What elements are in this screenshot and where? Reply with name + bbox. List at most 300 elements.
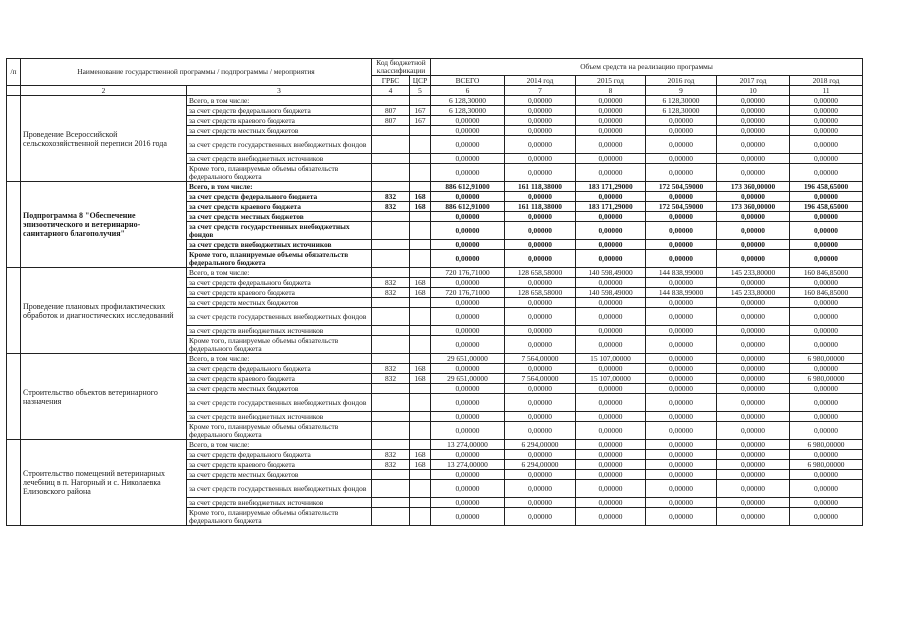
value-cell: 0,00000 — [646, 384, 717, 394]
value-cell: 0,00000 — [576, 106, 646, 116]
value-cell: 0,00000 — [717, 164, 790, 182]
value-cell: 145 233,80000 — [717, 268, 790, 278]
csr-cell — [410, 470, 431, 480]
csr-cell: 168 — [410, 192, 431, 202]
colnum-4: 4 — [372, 86, 410, 96]
value-cell: 0,00000 — [431, 298, 505, 308]
value-cell: 0,00000 — [505, 450, 576, 460]
value-cell: 0,00000 — [646, 212, 717, 222]
colnum-5: 5 — [410, 86, 431, 96]
value-cell: 0,00000 — [646, 336, 717, 354]
header-row-1 — [7, 59, 863, 76]
value-cell: 0,00000 — [505, 250, 576, 268]
value-cell: 0,00000 — [431, 116, 505, 126]
grbs-cell — [372, 440, 410, 450]
csr-cell: 168 — [410, 278, 431, 288]
value-cell: 15 107,00000 — [576, 374, 646, 384]
value-cell: 0,00000 — [790, 222, 863, 240]
grbs-cell — [372, 412, 410, 422]
value-cell: 0,00000 — [790, 498, 863, 508]
value-cell: 0,00000 — [576, 422, 646, 440]
grbs-cell — [372, 498, 410, 508]
value-cell: 0,00000 — [505, 412, 576, 422]
value-cell: 0,00000 — [717, 394, 790, 412]
value-cell: 6 128,30000 — [431, 96, 505, 106]
csr-cell — [410, 508, 431, 526]
grbs-cell — [372, 508, 410, 526]
value-cell: 0,00000 — [505, 240, 576, 250]
value-cell: 886 612,91000 — [431, 202, 505, 212]
csr-cell — [410, 222, 431, 240]
value-cell: 0,00000 — [576, 508, 646, 526]
value-cell: 6 980,00000 — [790, 460, 863, 470]
csr-cell: 167 — [410, 116, 431, 126]
csr-cell — [410, 336, 431, 354]
grbs-cell: 832 — [372, 192, 410, 202]
block-title: Строительство объектов ветеринарного назначения — [21, 354, 187, 440]
row-label: за счет средств внебюджетных источников — [187, 154, 372, 164]
row-label: за счет средств краевого бюджета — [187, 116, 372, 126]
value-cell: 0,00000 — [790, 136, 863, 154]
value-cell: 0,00000 — [717, 212, 790, 222]
value-cell: 720 176,71000 — [431, 288, 505, 298]
grbs-cell — [372, 240, 410, 250]
value-cell: 0,00000 — [646, 460, 717, 470]
value-cell: 0,00000 — [431, 470, 505, 480]
csr-cell — [410, 422, 431, 440]
csr-cell — [410, 240, 431, 250]
value-cell: 0,00000 — [646, 412, 717, 422]
row-label: Кроме того, планируемые объемы обязательств федерального бюджета — [187, 164, 372, 182]
value-cell: 0,00000 — [790, 470, 863, 480]
value-cell: 0,00000 — [646, 308, 717, 326]
table-row — [7, 440, 863, 450]
table-row — [7, 354, 863, 364]
value-cell: 13 274,00000 — [431, 440, 505, 450]
value-cell: 0,00000 — [431, 480, 505, 498]
value-cell: 0,00000 — [505, 308, 576, 326]
value-cell: 0,00000 — [790, 298, 863, 308]
csr-cell — [410, 308, 431, 326]
grbs-cell — [372, 182, 410, 192]
value-cell: 0,00000 — [790, 126, 863, 136]
value-cell: 0,00000 — [790, 240, 863, 250]
colnum-6: 6 — [431, 86, 505, 96]
value-cell: 7 564,00000 — [505, 374, 576, 384]
value-cell: 0,00000 — [505, 222, 576, 240]
value-cell: 0,00000 — [717, 354, 790, 364]
value-cell: 0,00000 — [646, 480, 717, 498]
csr-cell — [410, 498, 431, 508]
block-marker — [7, 354, 21, 440]
grbs-cell — [372, 326, 410, 336]
row-label: за счет средств местных бюджетов — [187, 298, 372, 308]
csr-cell — [410, 136, 431, 154]
grbs-cell — [372, 154, 410, 164]
value-cell: 0,00000 — [431, 412, 505, 422]
value-cell: 140 598,49000 — [576, 268, 646, 278]
grbs-cell — [372, 222, 410, 240]
grbs-cell — [372, 354, 410, 364]
row-label: за счет средств федерального бюджета — [187, 106, 372, 116]
value-cell: 0,00000 — [646, 126, 717, 136]
value-cell: 6 294,00000 — [505, 460, 576, 470]
value-cell: 0,00000 — [790, 278, 863, 288]
header-grbs: ГРБС — [372, 76, 410, 86]
header-volume: Объем средств на реализацию программы — [431, 59, 863, 76]
value-cell: 0,00000 — [646, 222, 717, 240]
value-cell: 0,00000 — [431, 164, 505, 182]
row-label: за счет средств краевого бюджета — [187, 288, 372, 298]
value-cell: 0,00000 — [790, 164, 863, 182]
value-cell: 173 360,00000 — [717, 182, 790, 192]
header-year-total: ВСЕГО — [431, 76, 505, 86]
grbs-cell — [372, 268, 410, 278]
value-cell: 0,00000 — [431, 326, 505, 336]
header-num: /п — [7, 59, 21, 86]
value-cell: 0,00000 — [646, 154, 717, 164]
value-cell: 0,00000 — [646, 298, 717, 308]
value-cell: 0,00000 — [717, 250, 790, 268]
csr-cell: 168 — [410, 460, 431, 470]
row-label: за счет средств государственных внебюджетных фондов — [187, 136, 372, 154]
value-cell: 172 504,59000 — [646, 202, 717, 212]
value-cell: 161 118,38000 — [505, 202, 576, 212]
row-label: за счет средств внебюджетных источников — [187, 326, 372, 336]
value-cell: 0,00000 — [717, 240, 790, 250]
grbs-cell — [372, 422, 410, 440]
value-cell: 0,00000 — [717, 460, 790, 470]
csr-cell — [410, 154, 431, 164]
value-cell: 0,00000 — [790, 412, 863, 422]
value-cell: 0,00000 — [576, 394, 646, 412]
row-label: за счет средств федерального бюджета — [187, 192, 372, 202]
row-label: за счет средств внебюджетных источников — [187, 240, 372, 250]
block-title: Проведение плановых профилактических обработок и диагностических исследований — [21, 268, 187, 354]
value-cell: 0,00000 — [431, 240, 505, 250]
grbs-cell — [372, 298, 410, 308]
value-cell: 6 128,30000 — [646, 106, 717, 116]
value-cell: 0,00000 — [576, 460, 646, 470]
value-cell: 0,00000 — [576, 212, 646, 222]
value-cell: 0,00000 — [505, 278, 576, 288]
value-cell: 0,00000 — [790, 250, 863, 268]
csr-cell: 168 — [410, 364, 431, 374]
value-cell: 0,00000 — [717, 96, 790, 106]
value-cell: 0,00000 — [431, 250, 505, 268]
csr-cell — [410, 182, 431, 192]
csr-cell — [410, 394, 431, 412]
value-cell: 0,00000 — [431, 192, 505, 202]
value-cell: 172 504,59000 — [646, 182, 717, 192]
value-cell: 160 846,85000 — [790, 288, 863, 298]
csr-cell — [410, 326, 431, 336]
colnum-3: 3 — [187, 86, 372, 96]
value-cell: 0,00000 — [717, 326, 790, 336]
row-label: за счет средств внебюджетных источников — [187, 412, 372, 422]
value-cell: 0,00000 — [431, 308, 505, 326]
value-cell: 6 980,00000 — [790, 440, 863, 450]
csr-cell — [410, 354, 431, 364]
row-label: за счет средств федерального бюджета — [187, 450, 372, 460]
value-cell: 0,00000 — [505, 336, 576, 354]
value-cell: 720 176,71000 — [431, 268, 505, 278]
value-cell: 0,00000 — [505, 106, 576, 116]
value-cell: 29 651,00000 — [431, 354, 505, 364]
value-cell: 160 846,85000 — [790, 268, 863, 278]
row-label: Всего, в том числе: — [187, 96, 372, 106]
colnum-11: 11 — [790, 86, 863, 96]
csr-cell: 167 — [410, 106, 431, 116]
value-cell: 144 838,99000 — [646, 268, 717, 278]
value-cell: 0,00000 — [505, 212, 576, 222]
row-label: за счет средств государственных внебюджетных фондов — [187, 222, 372, 240]
value-cell: 0,00000 — [431, 364, 505, 374]
value-cell: 0,00000 — [646, 116, 717, 126]
value-cell: 0,00000 — [431, 278, 505, 288]
value-cell: 0,00000 — [505, 480, 576, 498]
row-label: за счет средств местных бюджетов — [187, 384, 372, 394]
table-row — [7, 268, 863, 278]
grbs-cell — [372, 250, 410, 268]
row-label: за счет средств краевого бюджета — [187, 202, 372, 212]
value-cell: 0,00000 — [790, 96, 863, 106]
value-cell: 0,00000 — [646, 440, 717, 450]
value-cell: 0,00000 — [717, 364, 790, 374]
csr-cell — [410, 440, 431, 450]
row-label: Кроме того, планируемые объемы обязательств федерального бюджета — [187, 336, 372, 354]
csr-cell: 168 — [410, 450, 431, 460]
csr-cell: 168 — [410, 288, 431, 298]
csr-cell: 168 — [410, 202, 431, 212]
value-cell: 0,00000 — [576, 154, 646, 164]
value-cell: 0,00000 — [790, 154, 863, 164]
value-cell: 0,00000 — [646, 326, 717, 336]
colnum-1 — [7, 86, 21, 96]
grbs-cell — [372, 212, 410, 222]
value-cell: 0,00000 — [790, 508, 863, 526]
row-label: за счет средств государственных внебюджетных фондов — [187, 480, 372, 498]
header-year-2016: 2016 год — [646, 76, 717, 86]
value-cell: 0,00000 — [576, 192, 646, 202]
grbs-cell: 832 — [372, 460, 410, 470]
value-cell: 0,00000 — [505, 364, 576, 374]
colnum-9: 9 — [646, 86, 717, 96]
csr-cell — [410, 96, 431, 106]
value-cell: 0,00000 — [505, 116, 576, 126]
value-cell: 0,00000 — [717, 126, 790, 136]
row-label: за счет средств местных бюджетов — [187, 212, 372, 222]
csr-cell — [410, 268, 431, 278]
row-label: Всего, в том числе: — [187, 268, 372, 278]
value-cell: 0,00000 — [576, 308, 646, 326]
row-label: за счет средств федерального бюджета — [187, 364, 372, 374]
value-cell: 0,00000 — [717, 470, 790, 480]
csr-cell — [410, 384, 431, 394]
row-label: Всего, в том числе: — [187, 354, 372, 364]
block-marker — [7, 440, 21, 526]
row-label: за счет средств краевого бюджета — [187, 460, 372, 470]
value-cell: 0,00000 — [431, 384, 505, 394]
header-year-2017: 2017 год — [717, 76, 790, 86]
value-cell: 0,00000 — [576, 222, 646, 240]
value-cell: 0,00000 — [431, 508, 505, 526]
value-cell: 0,00000 — [790, 384, 863, 394]
header-code: Код бюджетной классификации — [372, 59, 431, 76]
grbs-cell: 832 — [372, 278, 410, 288]
colnum-10: 10 — [717, 86, 790, 96]
value-cell: 0,00000 — [505, 96, 576, 106]
value-cell: 0,00000 — [576, 364, 646, 374]
header-year-2014: 2014 год — [505, 76, 576, 86]
value-cell: 0,00000 — [646, 364, 717, 374]
row-label: за счет средств местных бюджетов — [187, 126, 372, 136]
value-cell: 0,00000 — [717, 336, 790, 354]
value-cell: 0,00000 — [790, 480, 863, 498]
header-name: Наименование государственной программы / подпрограммы / мероприятия — [21, 59, 372, 86]
value-cell: 29 651,00000 — [431, 374, 505, 384]
value-cell: 0,00000 — [646, 508, 717, 526]
value-cell: 0,00000 — [431, 212, 505, 222]
csr-cell: 168 — [410, 374, 431, 384]
grbs-cell — [372, 308, 410, 326]
value-cell: 0,00000 — [576, 498, 646, 508]
value-cell: 7 564,00000 — [505, 354, 576, 364]
value-cell: 0,00000 — [717, 422, 790, 440]
value-cell: 0,00000 — [717, 384, 790, 394]
value-cell: 0,00000 — [576, 96, 646, 106]
grbs-cell — [372, 384, 410, 394]
value-cell: 196 458,65000 — [790, 202, 863, 212]
value-cell: 15 107,00000 — [576, 354, 646, 364]
csr-cell — [410, 212, 431, 222]
value-cell: 0,00000 — [717, 480, 790, 498]
block-title: Подпрограмма 8 "Обеспечение эпизоотического и ветеринарно-санитарного благополучия" — [21, 182, 187, 268]
value-cell: 0,00000 — [505, 154, 576, 164]
value-cell: 0,00000 — [505, 298, 576, 308]
value-cell: 0,00000 — [431, 336, 505, 354]
csr-cell — [410, 298, 431, 308]
grbs-cell: 832 — [372, 288, 410, 298]
value-cell: 0,00000 — [717, 308, 790, 326]
value-cell: 0,00000 — [790, 116, 863, 126]
value-cell: 128 658,58000 — [505, 288, 576, 298]
value-cell: 0,00000 — [646, 394, 717, 412]
block-marker — [7, 268, 21, 354]
grbs-cell — [372, 394, 410, 412]
value-cell: 0,00000 — [717, 440, 790, 450]
value-cell: 0,00000 — [505, 126, 576, 136]
row-label: Кроме того, планируемые объемы обязательств федерального бюджета — [187, 422, 372, 440]
value-cell: 0,00000 — [431, 450, 505, 460]
value-cell: 0,00000 — [717, 374, 790, 384]
value-cell: 0,00000 — [576, 164, 646, 182]
value-cell: 0,00000 — [431, 136, 505, 154]
grbs-cell — [372, 480, 410, 498]
colnum-2: 2 — [21, 86, 187, 96]
value-cell: 0,00000 — [576, 298, 646, 308]
value-cell: 0,00000 — [717, 154, 790, 164]
value-cell: 6 128,30000 — [431, 106, 505, 116]
csr-cell — [410, 412, 431, 422]
value-cell: 0,00000 — [717, 508, 790, 526]
value-cell: 0,00000 — [646, 192, 717, 202]
grbs-cell: 807 — [372, 106, 410, 116]
value-cell: 0,00000 — [717, 298, 790, 308]
value-cell: 0,00000 — [576, 336, 646, 354]
row-label: за счет средств государственных внебюджетных фондов — [187, 308, 372, 326]
value-cell: 183 171,29000 — [576, 182, 646, 192]
value-cell: 6 294,00000 — [505, 440, 576, 450]
grbs-cell: 832 — [372, 364, 410, 374]
value-cell: 0,00000 — [646, 498, 717, 508]
csr-cell — [410, 250, 431, 268]
header-year-2015: 2015 год — [576, 76, 646, 86]
value-cell: 0,00000 — [505, 422, 576, 440]
value-cell: 0,00000 — [505, 164, 576, 182]
value-cell: 0,00000 — [717, 450, 790, 460]
value-cell: 173 360,00000 — [717, 202, 790, 212]
value-cell: 0,00000 — [646, 374, 717, 384]
value-cell: 0,00000 — [576, 440, 646, 450]
value-cell: 0,00000 — [646, 240, 717, 250]
value-cell: 0,00000 — [505, 394, 576, 412]
value-cell: 0,00000 — [717, 412, 790, 422]
grbs-cell — [372, 470, 410, 480]
budget-table — [6, 58, 863, 526]
grbs-cell — [372, 136, 410, 154]
value-cell: 0,00000 — [505, 326, 576, 336]
row-label: за счет средств местных бюджетов — [187, 470, 372, 480]
value-cell: 0,00000 — [576, 240, 646, 250]
budget-table-sheet — [6, 58, 863, 526]
value-cell: 0,00000 — [576, 136, 646, 154]
value-cell: 0,00000 — [646, 450, 717, 460]
value-cell: 0,00000 — [790, 450, 863, 460]
row-label: Всего, в том числе: — [187, 440, 372, 450]
value-cell: 0,00000 — [717, 136, 790, 154]
row-label: за счет средств краевого бюджета — [187, 374, 372, 384]
value-cell: 0,00000 — [431, 222, 505, 240]
value-cell: 196 458,65000 — [790, 182, 863, 192]
csr-cell — [410, 126, 431, 136]
block-marker — [7, 182, 21, 268]
value-cell: 6 980,00000 — [790, 374, 863, 384]
value-cell: 0,00000 — [505, 508, 576, 526]
value-cell: 0,00000 — [717, 278, 790, 288]
grbs-cell — [372, 336, 410, 354]
value-cell: 0,00000 — [431, 126, 505, 136]
header-year-2018: 2018 год — [790, 76, 863, 86]
value-cell: 144 838,99000 — [646, 288, 717, 298]
value-cell: 0,00000 — [646, 164, 717, 182]
value-cell: 0,00000 — [576, 480, 646, 498]
value-cell: 0,00000 — [431, 154, 505, 164]
value-cell: 0,00000 — [431, 422, 505, 440]
value-cell: 0,00000 — [505, 136, 576, 154]
row-label: за счет средств государственных внебюджетных фондов — [187, 394, 372, 412]
row-label: за счет средств внебюджетных источников — [187, 498, 372, 508]
value-cell: 0,00000 — [576, 384, 646, 394]
row-label: Всего, в том числе: — [187, 182, 372, 192]
row-label: Кроме того, планируемые объемы обязательств федерального бюджета — [187, 250, 372, 268]
value-cell: 0,00000 — [717, 498, 790, 508]
colnum-7: 7 — [505, 86, 576, 96]
value-cell: 0,00000 — [790, 106, 863, 116]
row-label: Кроме того, планируемые объемы обязательств федерального бюджета — [187, 508, 372, 526]
grbs-cell: 832 — [372, 450, 410, 460]
value-cell: 0,00000 — [576, 450, 646, 460]
